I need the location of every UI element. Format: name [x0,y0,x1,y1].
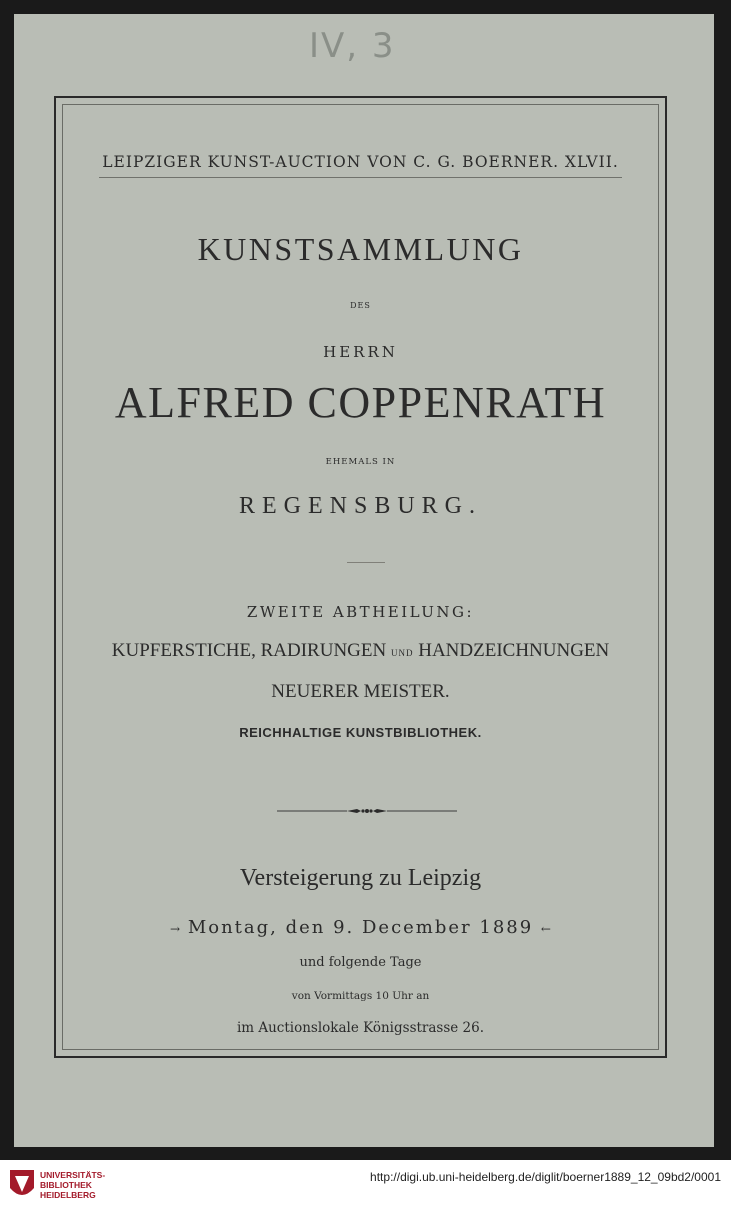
contents-b: HANDZEICHNUNGEN [418,640,610,661]
library-line: REICHHALTIGE KUNSTBIBLIOTHEK. [239,725,482,740]
logo-line-3: HEIDELBERG [40,1190,96,1200]
owner-name: ALFRED COPPENRATH [114,378,607,427]
auction-title: Versteigerung zu Leipzig [239,865,482,891]
contents-a: KUPFERSTICHE, RADIRUNGEN [111,640,387,661]
divider [347,562,385,563]
inner-frame [62,104,659,1050]
header-rule [99,177,622,178]
ehemals-in-label: EHEMALS IN [325,457,396,467]
university-logo-icon [8,1168,36,1202]
auction-header: LEIPZIGER KUNST-AUCTION VON C. G. BOERNER. XLVII. [102,153,619,171]
title-frame [54,96,667,1058]
contents-line-1 [63,640,658,662]
contents-line-2: NEUERER MEISTER. [271,681,450,702]
auction-date-line [63,917,658,938]
collection-title: KUNSTSAMMLUNG [197,231,524,267]
library-name [40,1170,105,1200]
auction-location: im Auctionslokale Königsstrasse 26. [236,1020,485,1036]
title-page [14,14,714,1147]
arrow-left-icon: ← [540,922,551,936]
auction-time: von Vormittags 10 Uhr an [291,990,430,1002]
des-label: DES [350,301,371,310]
source-url-link[interactable]: http://digi.ub.uni-heidelberg.de/diglit/boerner1889_12_09bd2/0001 [370,1170,721,1184]
part-label: ZWEITE ABTHEILUNG: [246,603,475,621]
arrow-right-icon: → [170,922,181,936]
herrn-label: HERRN [323,343,398,361]
viewer-footer [0,1160,731,1214]
city-name: REGENSBURG. [238,493,483,519]
following-days: und folgende Tage [299,955,422,970]
auction-date: Montag, den 9. December 1889 [187,917,534,938]
handwritten-note: IV, 3 [309,26,396,66]
ornament-rule [277,804,457,818]
logo-line-2: BIBLIOTHEK [40,1180,92,1190]
logo-line-1: UNIVERSITÄTS- [40,1170,106,1180]
contents-und: UND [390,648,414,658]
